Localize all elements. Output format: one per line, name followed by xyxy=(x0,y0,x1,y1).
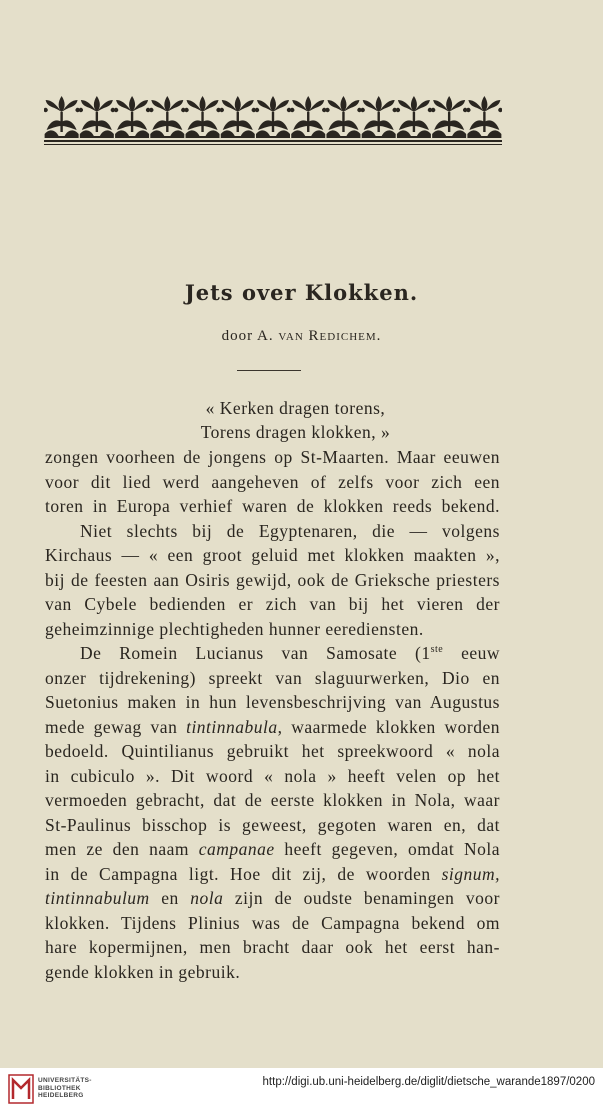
body-line-17-segment-2: campanae xyxy=(198,839,275,859)
source-url-link[interactable]: http://digi.ub.uni-heidelberg.de/diglit/dietsche_warande1897/0200 xyxy=(262,1076,595,1088)
body-line-12-segment-3: , waarmede klokken worden xyxy=(277,716,501,737)
verse-line-2: Torens dragen klokken, » xyxy=(200,422,391,442)
ornament-motif xyxy=(149,96,185,138)
body-line-3 xyxy=(45,494,500,518)
body-line-11-segment-1: Suetonius maken in hun levensbeschrijving van Augustus xyxy=(45,692,500,712)
body-line-16 xyxy=(45,813,500,837)
body-line-2-segment-1: voor dit lied werd aangeheven of zelfs voor zich een xyxy=(45,471,500,492)
body-line-8 xyxy=(45,617,500,641)
ornament-row xyxy=(44,96,502,138)
body-line-19-segment-1: tintinnabulum xyxy=(45,888,150,908)
body-line-20-segment-1: klokken. Tijdens Plinius was de Campagna bekend om xyxy=(45,912,500,933)
body-line-8-segment-1: geheimzinnige plechtigheden hunner eerediensten. xyxy=(45,618,424,639)
logo-line-2: BIBLIOTHEK xyxy=(38,1084,81,1092)
ornament-motif xyxy=(431,96,467,138)
title-divider xyxy=(237,370,301,371)
body-line-15-segment-1: vermoeden gebracht, dat de eerste klokken in Nola, waar xyxy=(45,790,500,810)
ornament-motif xyxy=(290,96,326,138)
body-line-12-segment-1: mede gewag van xyxy=(45,716,187,737)
body-line-12-segment-2: tintinnabula xyxy=(186,716,278,737)
body-line-7 xyxy=(45,592,500,616)
body-line-10 xyxy=(45,666,500,690)
page-title: Jets over Klokken. xyxy=(184,280,419,305)
body-line-22 xyxy=(45,960,500,984)
logo-line-3: HEIDELBERG xyxy=(38,1092,84,1099)
body-line-17 xyxy=(45,837,500,861)
author-prefix: door A. xyxy=(221,328,279,344)
body-line-18-segment-2: signum, xyxy=(441,863,500,884)
body-line-5 xyxy=(45,543,500,567)
body-line-16-segment-1: St-Paulinus bisschop is geweest, gegoten waren en, dat xyxy=(45,814,500,835)
body-line-18 xyxy=(45,862,500,886)
ornament-rule-top xyxy=(44,140,502,142)
footer-bar xyxy=(0,1068,603,1111)
body-line-15 xyxy=(45,788,500,812)
body-line-14-segment-1: in cubiculo ». Dit woord « nola » heeft velen op het xyxy=(45,765,500,786)
body-line-3-segment-1: toren in Europa verhief waren de klokken reeds bekend. xyxy=(45,496,500,516)
body-line-20 xyxy=(45,911,500,935)
ornament-motif xyxy=(325,96,361,138)
ornament-rule-bottom xyxy=(44,144,502,145)
body-line-5-segment-1: Kirchaus — « een groot geluid met klokken maakten », xyxy=(45,545,500,565)
library-logo-text xyxy=(38,1077,92,1100)
body-line-1-segment-1: zongen voorheen de jongens op St-Maarten. Maar eeuwen xyxy=(45,447,500,467)
body-line-13 xyxy=(45,739,500,763)
ornament-motif xyxy=(220,96,256,138)
ornament-motif xyxy=(255,96,291,138)
author-name: van Redichem. xyxy=(278,328,382,344)
body-line-14 xyxy=(45,764,500,788)
floral-ornament-band xyxy=(44,88,502,148)
body-line-2 xyxy=(45,470,500,494)
ornament-motif xyxy=(360,96,396,138)
ornament-motif xyxy=(466,96,502,138)
body-line-1 xyxy=(45,445,500,469)
body-line-12 xyxy=(45,715,500,739)
ornament-motif xyxy=(44,96,80,138)
body-line-9-segment-1: De Romein Lucianus van Samosate (1 xyxy=(80,643,431,663)
body-line-6 xyxy=(45,568,500,592)
author-line xyxy=(0,328,603,345)
body-line-9 xyxy=(80,641,500,665)
body-line-17-segment-1: men ze den naam xyxy=(45,839,199,859)
body-line-22-segment-1: gende klokken in gebruik. xyxy=(45,961,241,982)
body-line-9-segment-3: eeuw xyxy=(443,643,500,663)
library-logo-icon xyxy=(8,1074,34,1104)
body-line-6-segment-1: bij de feesten aan Osiris gewijd, ook de Grieksche priesters xyxy=(45,569,500,590)
body-line-13-segment-1: bedoeld. Quintilianus gebruikt het spreekwoord « nola xyxy=(45,741,500,761)
body-line-19-segment-4: zijn de oudste benamingen voor xyxy=(223,888,500,908)
body-line-19-segment-2: en xyxy=(149,888,191,908)
body-line-19 xyxy=(45,886,500,910)
body-line-11 xyxy=(45,690,500,714)
ornament-motif xyxy=(114,96,150,138)
body-line-18-segment-1: in de Campagna ligt. Hoe dit zij, de woorden xyxy=(45,863,442,884)
body-line-4-segment-1: Niet slechts bij de Egyptenaren, die — volgens xyxy=(80,520,500,541)
body-line-10-segment-1: onzer tijdrekening) spreekt van slaguurwerken, Dio en xyxy=(45,667,500,688)
ornament-motif xyxy=(184,96,220,138)
ornament-motif xyxy=(79,96,115,138)
ornament-motif xyxy=(396,96,432,138)
verse-line-1: « Kerken dragen torens, xyxy=(205,398,386,418)
body-line-21 xyxy=(45,935,500,959)
body-line-9-segment-2: ste xyxy=(430,644,444,656)
body-line-7-segment-1: van Cybele bedienden er zich van bij het vieren der xyxy=(45,594,500,614)
body-line-4 xyxy=(80,519,500,543)
body-line-17-segment-3: heeft gegeven, omdat Nola xyxy=(274,839,500,859)
logo-line-1: UNIVERSITÄTS- xyxy=(38,1077,92,1084)
body-line-21-segment-1: hare kopermijnen, men bracht daar ook het eerst han- xyxy=(45,937,500,957)
body-line-19-segment-3: nola xyxy=(190,888,224,908)
